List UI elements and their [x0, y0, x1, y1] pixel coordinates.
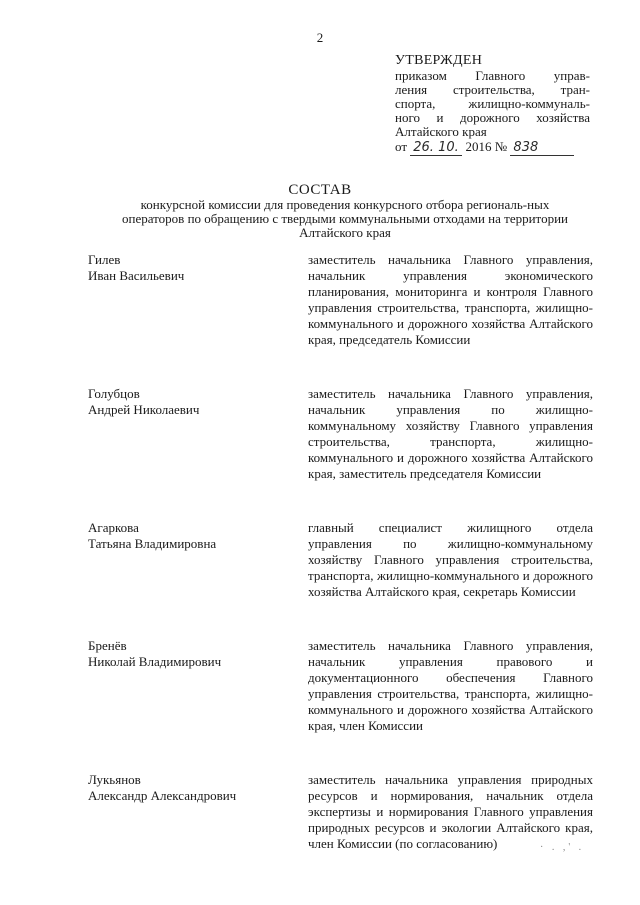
order-year: 2016 № [465, 139, 508, 154]
member-position: заместитель начальника Главного управления, начальник управления правового и документационного обеспечения Главного управления строительства, транспорта, жилищно-коммунального и дорожного хозяйства Алтайского края, член Комиссии [308, 638, 593, 733]
members-list [88, 252, 593, 890]
member-given-names: Александр Александрович [88, 788, 237, 803]
approval-stamp [395, 54, 590, 156]
member-given-names: Иван Васильевич [88, 268, 185, 283]
member-name [88, 772, 308, 852]
document-title: СОСТАВ [288, 182, 352, 198]
approval-line: ления строительства, тран- [395, 82, 590, 97]
scan-artifact: · . ,' . [540, 842, 585, 853]
member-surname: Голубцов [88, 386, 140, 401]
approval-line: ного и дорожного хозяйства [395, 110, 590, 125]
member-surname: Гилев [88, 252, 121, 267]
member-position: заместитель начальника Главного управления, начальник управления экономического планирования, мониторинга и контроля Главного управления строительства, транспорта, жилищно-коммунального и дорожного хозяйства Алтайского края, председатель Комиссии [308, 252, 593, 347]
approval-date-line [395, 140, 590, 156]
member-given-names: Николай Владимирович [88, 654, 222, 669]
handwritten-date: 26. 10. [413, 140, 459, 155]
date-prefix: от [395, 139, 408, 154]
member-position: заместитель начальника Главного управления, начальник управления по жилищно-коммунальному хозяйству Главного управления строительства, транспорта, жилищно-коммунального и дорожного хозяйства Алтайского края, заместитель председателя Комиссии [308, 386, 593, 481]
member-row [88, 772, 593, 852]
member-given-names: Татьяна Владимировна [88, 536, 217, 551]
member-surname: Бренёв [88, 638, 127, 653]
member-row [88, 638, 593, 734]
member-name [88, 520, 308, 600]
member-surname: Лукьянов [88, 772, 141, 787]
member-name [88, 638, 308, 734]
page-number: 2 [316, 30, 324, 45]
approval-line: приказом Главного управ- [395, 68, 590, 83]
member-position: главный специалист жилищного отдела управления по жилищно-коммунальному хозяйству Главного управления строительства, транспорта, жилищно-коммунального и дорожного хозяйства Алтайского края, секретарь Комиссии [308, 520, 593, 599]
document-subtitle: конкурсной комиссии для проведения конкурсного отбора региональ-ных операторов по обращению с твердыми коммунальными отходами на территории Алтайского края [122, 197, 568, 240]
handwritten-number-field [510, 140, 574, 156]
approval-heading: УТВЕРЖДЕН [395, 53, 483, 68]
handwritten-date-field [410, 140, 462, 156]
approval-line: спорта, жилищно-коммуналь- [395, 96, 590, 111]
member-row [88, 386, 593, 482]
approval-line: Алтайского края [395, 124, 487, 139]
member-name [88, 386, 308, 482]
handwritten-number: 838 [513, 140, 539, 155]
member-given-names: Андрей Николаевич [88, 402, 200, 417]
member-row [88, 520, 593, 600]
member-position: заместитель начальника управления природных ресурсов и нормирования, начальник отдела экспертизы и нормирования Главного управления природных ресурсов и экологии Алтайского края, член Комиссии (по согласованию) [308, 772, 593, 851]
member-surname: Агаркова [88, 520, 139, 535]
member-name [88, 252, 308, 348]
member-row [88, 252, 593, 348]
